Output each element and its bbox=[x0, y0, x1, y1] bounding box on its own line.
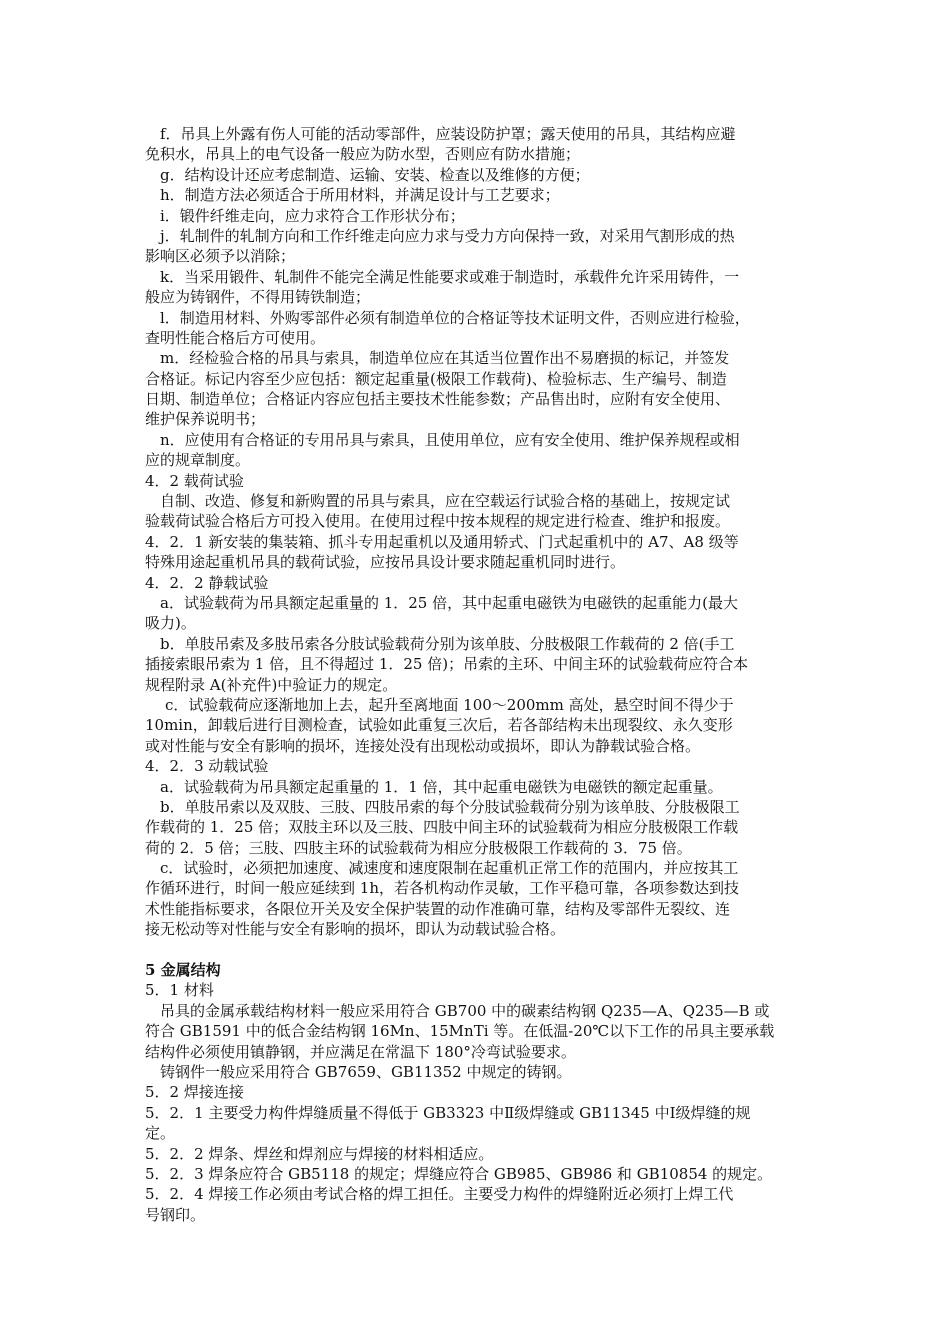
text-line: i．锻件纤维走向，应力求符合工作形状分布； bbox=[160, 206, 465, 225]
text-line: a．试验载荷为吊具额定起重量的 1．1 倍，其中起重电磁铁为电磁铁的额定起重量。 bbox=[160, 777, 723, 796]
text-line: g．结构设计还应考虑制造、运输、安装、检查以及维修的方便； bbox=[160, 165, 590, 184]
text-line: f．吊具上外露有伤人可能的活动零部件，应装设防护罩；露天使用的吊具，其结构应避 bbox=[160, 125, 736, 143]
text-line: 4．2．2 静载试验 bbox=[145, 573, 269, 592]
text-line: 查明性能合格后方可使用。 bbox=[145, 328, 326, 347]
text-line: j．轧制件的轧制方向和工作纤维走向应力求与受力方向保持一致，对采用气割形成的热 bbox=[160, 226, 735, 245]
text-line: b．单肢吊索以及双肢、三肢、四肢吊索的每个分肢试验载荷分别为该单肢、分肢极限工 bbox=[160, 797, 740, 816]
text-line: 5．2 焊接连接 bbox=[145, 1083, 244, 1102]
text-line: 5．2．2 焊条、焊丝和焊剂应与焊接的材料相适应。 bbox=[145, 1144, 494, 1163]
text-line: 自制、改造、修复和新购置的吊具与索具，应在空载运行试验合格的基础上，按规定试 bbox=[160, 492, 731, 511]
text-line: h．制造方法必须适合于所用材料，并满足设计与工艺要求； bbox=[160, 186, 560, 205]
text-line: 4．2 载荷试验 bbox=[145, 471, 244, 490]
text-line: n．应使用有合格证的专用吊具与索具，且使用单位，应有安全使用、维护保养规程或相 bbox=[160, 430, 740, 449]
text-line: 般应为铸钢件，不得用铸铁制造； bbox=[145, 288, 371, 307]
text-line: l．制造用材料、外购零部件必须有制造单位的合格证等技术证明文件，否则应进行检验， bbox=[160, 308, 750, 327]
text-line: k．当采用锻件、轧制件不能完全满足性能要求或难于制造时，承载件允许采用铸件，一 bbox=[160, 267, 740, 286]
text-line: 5．1 材料 bbox=[145, 981, 214, 1000]
text-line: 或对性能与安全有影响的损坏，连接处没有出现松动或损坏，即认为静载试验合格。 bbox=[145, 736, 701, 755]
text-line: 5．2．3 焊条应符合 GB5118 的规定；焊缝应符合 GB985、GB986 和 GB10854 的规定。 bbox=[145, 1164, 773, 1183]
text-line: 影响区必须予以消除； bbox=[145, 247, 296, 266]
text-line: 定。 bbox=[145, 1124, 176, 1143]
text-line: 日期、制造单位；合格证内容应包括主要技术性能参数；产品售出时，应附有安全使用、 bbox=[145, 390, 731, 409]
text-line: 术性能指标要求，各限位开关及安全保护装置的动作准确可靠，结构及零部件无裂纹、连 bbox=[145, 899, 731, 918]
text-line: 接无松动等对性能与安全有影响的损坏，即认为动载试验合格。 bbox=[145, 920, 566, 939]
text-line: 铸钢件一般应采用符合 GB7659、GB11352 中规定的铸钢。 bbox=[160, 1062, 572, 1081]
blank-line bbox=[145, 940, 811, 960]
section-heading: 5 金属结构 bbox=[145, 961, 221, 980]
text-line: b．单肢吊索及多肢吊索各分肢试验载荷分别为该单肢、分肢极限工作载荷的 2 倍(手工 bbox=[160, 634, 735, 653]
text-line: 特殊用途起重机吊具的载荷试验，应按吊具设计要求随起重机同时进行。 bbox=[145, 553, 626, 572]
text-line: c．试验载荷应逐渐地加上去，起升至离地面 100～200mm 高处，悬空时间不得少于 bbox=[165, 695, 734, 714]
text-line: 验载荷试验合格后方可投入使用。在使用过程中按本规程的规定进行检查、维护和报废。 bbox=[145, 512, 731, 531]
document-page bbox=[145, 124, 811, 1225]
text-line: 结构件必须使用镇静钢，并应满足在常温下 180°冷弯试验要求。 bbox=[145, 1042, 576, 1061]
text-line: 规程附录 A(补充件)中验证力的规定。 bbox=[145, 675, 398, 694]
text-line: 插接索眼吊索为 1 倍，且不得超过 1．25 倍)；吊索的主环、中间主环的试验载荷应符合本 bbox=[145, 655, 749, 674]
text-line: 吊具的金属承载结构材料一般应采用符合 GB700 中的碳素结构钢 Q235—A、Q235—B 或 bbox=[160, 1001, 770, 1020]
text-line: 5．2．1 主要受力构件焊缝质量不得低于 GB3323 中Ⅱ级焊缝或 GB11345 中Ⅰ级焊缝的规 bbox=[145, 1103, 751, 1122]
text-line: 10min，卸载后进行目测检查，试验如此重复三次后，若各部结构未出现裂纹、永久变形 bbox=[145, 716, 733, 735]
text-line: a．试验载荷为吊具额定起重量的 1．25 倍，其中起重电磁铁为电磁铁的起重能力(最大 bbox=[160, 593, 738, 612]
text-line: 合格证。标记内容至少应包括：额定起重量(极限工作载荷)、检验标志、生产编号、制造 bbox=[145, 369, 727, 388]
text-line: m．经检验合格的吊具与索具，制造单位应在其适当位置作出不易磨损的标记，并签发 bbox=[160, 349, 730, 368]
text-line: 符合 GB1591 中的低合金结构钢 16Mn、15MnTi 等。在低温-20℃以下工作的吊具主要承载 bbox=[145, 1022, 775, 1041]
text-line: 免积水，吊具上的电气设备一般应为防水型，否则应有防水措施； bbox=[145, 145, 581, 164]
text-line: 维护保养说明书； bbox=[145, 410, 266, 429]
text-line: 号钢印。 bbox=[145, 1205, 206, 1224]
text-line: 4．2．3 动载试验 bbox=[145, 757, 269, 776]
text-line: 5．2．4 焊接工作必须由考试合格的焊工担任。主要受力构件的焊缝附近必须打上焊工代 bbox=[145, 1185, 734, 1204]
text-line: 4．2．1 新安装的集装箱、抓斗专用起重机以及通用轿式、门式起重机中的 A7、A8 级等 bbox=[145, 532, 739, 551]
text-line: c．试验时，必须把加速度、减速度和速度限制在起重机正常工作的范围内，并应按其工 bbox=[160, 859, 739, 878]
text-line: 作循环进行，时间一般应延续到 1h，若各机构动作灵敏，工作平稳可靠，各项参数达到技 bbox=[145, 879, 739, 898]
text-line: 吸力)。 bbox=[145, 614, 196, 633]
text-line: 应的规章制度。 bbox=[145, 451, 251, 470]
text-line: 作载荷的 1．25 倍；双肢主环以及三肢、四肢中间主环的试验载荷为相应分肢极限工作载 bbox=[145, 818, 739, 837]
text-line: 荷的 2．5 倍；三肢、四肢主环的试验载荷为相应分肢极限工作载荷的 3．75 倍。 bbox=[145, 838, 692, 857]
